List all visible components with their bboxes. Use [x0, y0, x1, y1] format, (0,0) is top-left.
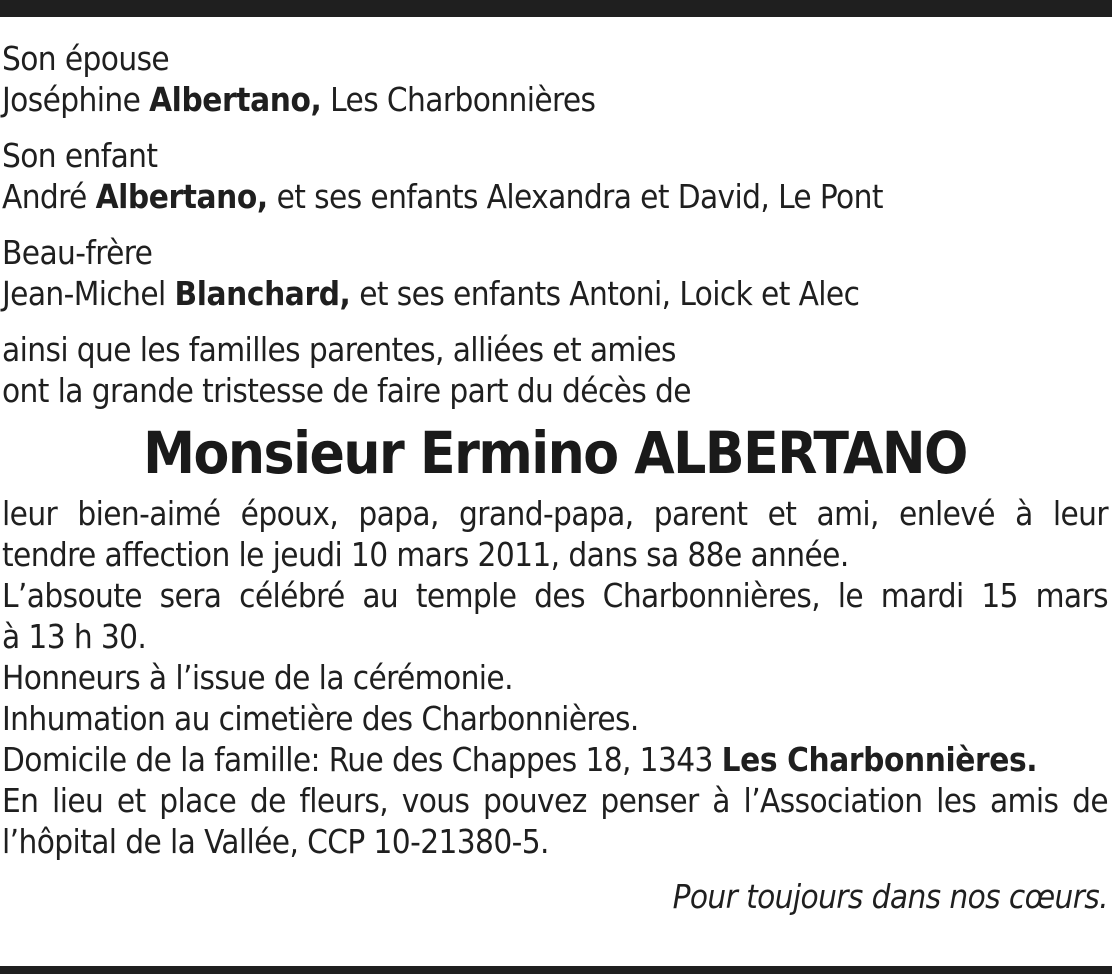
- announcement-line-1: ainsi que les familles parentes, alliées et amies: [2, 330, 676, 369]
- ceremony-line-1: L’absoute sera célébré au temple des Charbonnières, le mardi 15 mars: [2, 576, 1108, 615]
- announcement: [2, 329, 1108, 411]
- details: [2, 493, 1108, 862]
- family-town: Les Charbonnières.: [721, 740, 1038, 779]
- family-address: Domicile de la famille: Rue des Chappes 18, 1343: [2, 740, 713, 779]
- spouse-heading: Son épouse: [2, 39, 170, 78]
- child-heading: Son enfant: [2, 136, 158, 175]
- child-group: [2, 135, 1108, 217]
- spouse-place: Les Charbonnières: [330, 80, 596, 119]
- announcement-line-2: ont la grande tristesse de faire part du décès de: [2, 371, 691, 410]
- child-first-name: André: [2, 177, 87, 216]
- bottom-border-rule: [0, 966, 1112, 974]
- spouse-last-name: Albertano,: [149, 80, 322, 119]
- deceased-name: Monsieur Ermino ALBERTANO: [143, 419, 967, 487]
- brother-in-law-details: et ses enfants Antoni, Loick et Alec: [359, 274, 860, 313]
- family-address-line: [2, 739, 1108, 780]
- top-border-rule: [0, 0, 1112, 17]
- brother-in-law-last-name: Blanchard,: [174, 274, 351, 313]
- notice-body: [2, 38, 1108, 917]
- spouse-group: [2, 38, 1108, 120]
- burial-line: Inhumation au cimetière des Charbonnières.: [2, 699, 639, 738]
- tribute-line-2: tendre affection le jeudi 10 mars 2011, dans sa 88e année.: [2, 535, 849, 574]
- donation-line-1: En lieu et place de fleurs, vous pouvez penser à l’Association les amis de: [2, 781, 1108, 820]
- spouse-line: [2, 79, 1108, 120]
- tribute-line-1: leur bien-aimé époux, papa, grand-papa, parent et ami, enlevé à leur: [2, 494, 1108, 533]
- child-line: [2, 176, 1108, 217]
- closing-phrase: Pour toujours dans nos cœurs.: [672, 877, 1108, 916]
- honours-line: Honneurs à l’issue de la cérémonie.: [2, 658, 513, 697]
- brother-in-law-line: [2, 273, 1108, 314]
- child-details: et ses enfants Alexandra et David, Le Pont: [276, 177, 883, 216]
- brother-in-law-first-name: Jean-Michel: [2, 274, 166, 313]
- brother-in-law-group: [2, 232, 1108, 314]
- ceremony-line-2: à 13 h 30.: [2, 617, 147, 656]
- child-last-name: Albertano,: [95, 177, 268, 216]
- donation-line-2: l’hôpital de la Vallée, CCP 10-21380-5.: [2, 822, 549, 861]
- brother-in-law-heading: Beau-frère: [2, 233, 153, 272]
- spouse-first-name: Joséphine: [2, 80, 141, 119]
